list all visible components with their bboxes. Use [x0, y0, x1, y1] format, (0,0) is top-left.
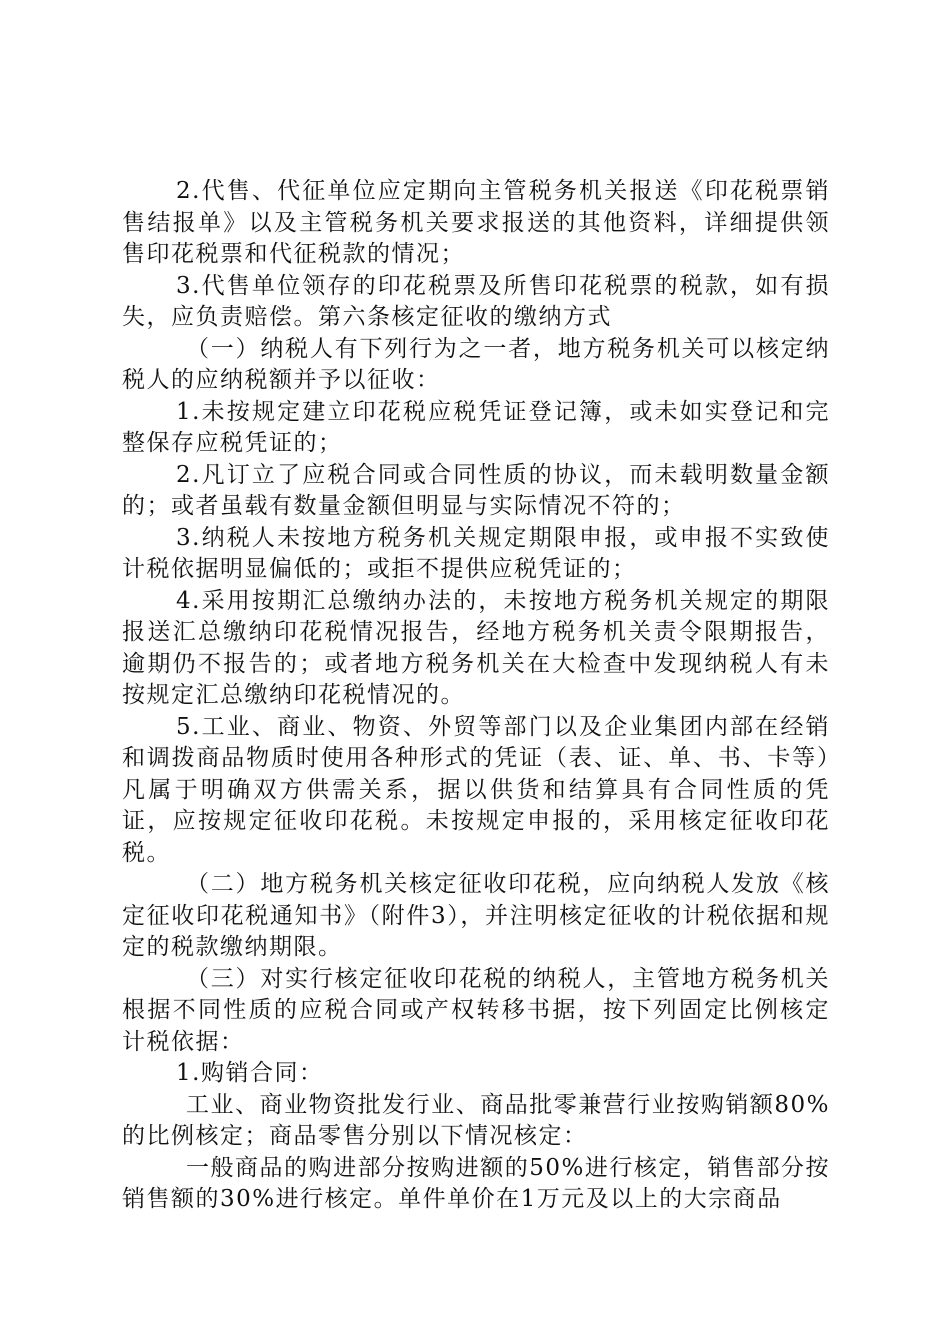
paragraph: 2.凡订立了应税合同或合同性质的协议，而未载明数量金额的；或者虽载有数量金额但明显与实际情况不符的；: [122, 461, 830, 519]
paragraph: 1.购销合同：: [176, 1060, 324, 1086]
paragraph: 5.工业、商业、物资、外贸等部门以及企业集团内部在经销和调拨商品物质时使用各种形式的凭证（表、证、单、书、卡等）凡属于明确双方供需关系，据以供货和结算具有合同性质的凭证，应按规定征收印花税。未按规定申报的，采用核定征收印花税。: [122, 713, 830, 866]
paragraph: 一般商品的购进部分按购进额的50%进行核定，销售部分按销售额的30%进行核定。单件单价在1万元及以上的大宗商品: [122, 1154, 830, 1212]
paragraph: （一）纳税人有下列行为之一者，地方税务机关可以核定纳税人的应纳税额并予以征收：: [122, 335, 830, 393]
paragraph: 3.纳税人未按地方税务机关规定期限申报，或申报不实致使计税依据明显偏低的；或拒不提供应税凭证的；: [122, 524, 830, 582]
paragraph: （二）地方税务机关核定征收印花税，应向纳税人发放《核定征收印花税通知书》（附件3），并注明核定征收的计税依据和规定的税款缴纳期限。: [122, 871, 830, 960]
paragraph: （三）对实行核定征收印花税的纳税人，主管地方税务机关根据不同性质的应税合同或产权转移书据，按下列固定比例核定计税依据：: [122, 965, 830, 1055]
paragraph: 工业、商业物资批发行业、商品批零兼营行业按购销额80%的比例核定；商品零售分别以下情况核定：: [122, 1091, 830, 1149]
paragraph: 1.未按规定建立印花税应税凭证登记簿，或未如实登记和完整保存应税凭证的；: [122, 398, 830, 456]
paragraph: 2.代售、代征单位应定期向主管税务机关报送《印花税票销售结报单》以及主管税务机关要求报送的其他资料，详细提供领售印花税票和代征税款的情况；: [122, 178, 830, 267]
document-body: [122, 176, 830, 1216]
paragraph: 3.代售单位领存的印花税票及所售印花税票的税款，如有损失，应负责赔偿。第六条核定征收的缴纳方式: [122, 272, 830, 330]
paragraph: 4.采用按期汇总缴纳办法的，未按地方税务机关规定的期限报送汇总缴纳印花税情况报告，经地方税务机关责令限期报告，逾期仍不报告的；或者地方税务机关在大检查中发现纳税人有未按规定汇总缴纳印花税情况的。: [122, 587, 830, 708]
